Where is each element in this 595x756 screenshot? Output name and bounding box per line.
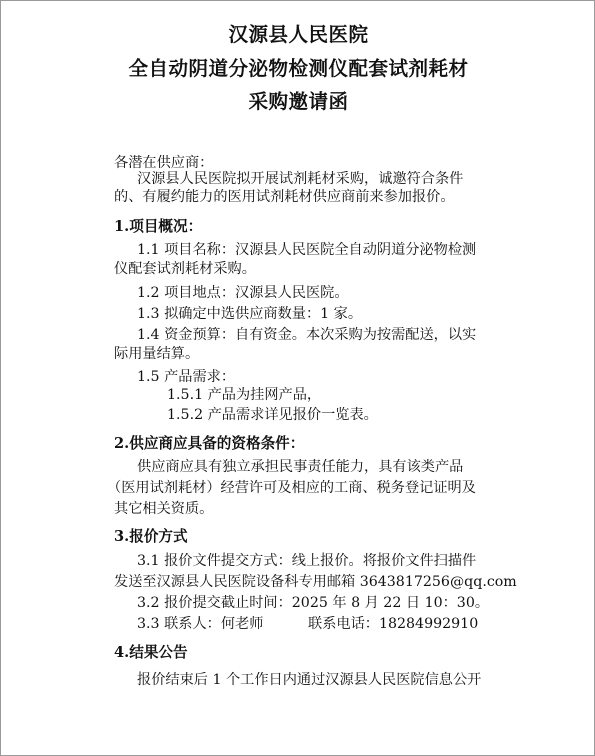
item-3-1-line-2: 发送至汉源县人民医院设备科专用邮箱 3643817256@qq.com: [114, 574, 517, 590]
title-line-3: 采购邀请函: [248, 90, 349, 113]
item-1-1-line-2: 仪配套试剂耗材采购。: [114, 261, 256, 277]
item-1-4-line-2: 际用量结算。: [114, 346, 200, 362]
section-4-line-1: 报价结束后 1 个工作日内通过汉源县人民医院信息公开: [137, 672, 482, 688]
item-1-5: 1.5 产品需求：: [137, 369, 236, 385]
item-3-2: 3.2 报价提交截止时间：2025 年 8 月 22 日 10：30。: [137, 595, 490, 611]
item-3-1-line-1: 3.1 报价文件提交方式：线上报价。将报价文件扫描件: [137, 553, 477, 569]
item-3-3-contact: 3.3 联系人：何老师: [137, 616, 264, 632]
item-1-3: 1.3 拟确定中选供应商数量：1 家。: [137, 306, 363, 322]
item-1-4-line-1: 1.4 资金预算：自有资金。本次采购为按需配送，以实: [137, 327, 477, 343]
title-line-2: 全自动阴道分泌物检测仪配套试剂耗材: [128, 57, 469, 80]
section-2-line-3: 其它相关资质。: [114, 501, 214, 517]
section-2-line-2: （医用试剂耗材）经营许可及相应的工商、税务登记证明及: [107, 480, 476, 496]
item-3-3-phone: 联系电话：18284992910: [308, 616, 479, 632]
section-2-line-1: 供应商应具有独立承担民事责任能力，具有该类产品: [137, 459, 464, 475]
section-3-heading: 3.报价方式: [114, 528, 188, 545]
item-1-2: 1.2 项目地点：汉源县人民医院。: [137, 285, 349, 301]
salutation: 各潜在供应商：: [114, 155, 214, 171]
title-line-1: 汉源县人民医院: [228, 23, 369, 46]
intro-line-1: 汉源县人民医院拟开展试剂耗材采购，诚邀符合条件: [137, 171, 464, 187]
section-1-heading: 1.项目概况：: [114, 218, 203, 235]
item-1-5-1: 1.5.1 产品为挂网产品，: [167, 387, 322, 403]
section-2-heading: 2.供应商应具备的资格条件：: [114, 435, 305, 452]
item-1-5-2: 1.5.2 产品需求详见报价一览表。: [167, 407, 378, 423]
item-1-1-line-1: 1.1 项目名称：汉源县人民医院全自动阴道分泌物检测: [137, 242, 477, 258]
section-4-heading: 4.结果公告: [114, 644, 188, 661]
intro-line-2: 的、有履约能力的医用试剂耗材供应商前来参加报价。: [114, 189, 455, 205]
